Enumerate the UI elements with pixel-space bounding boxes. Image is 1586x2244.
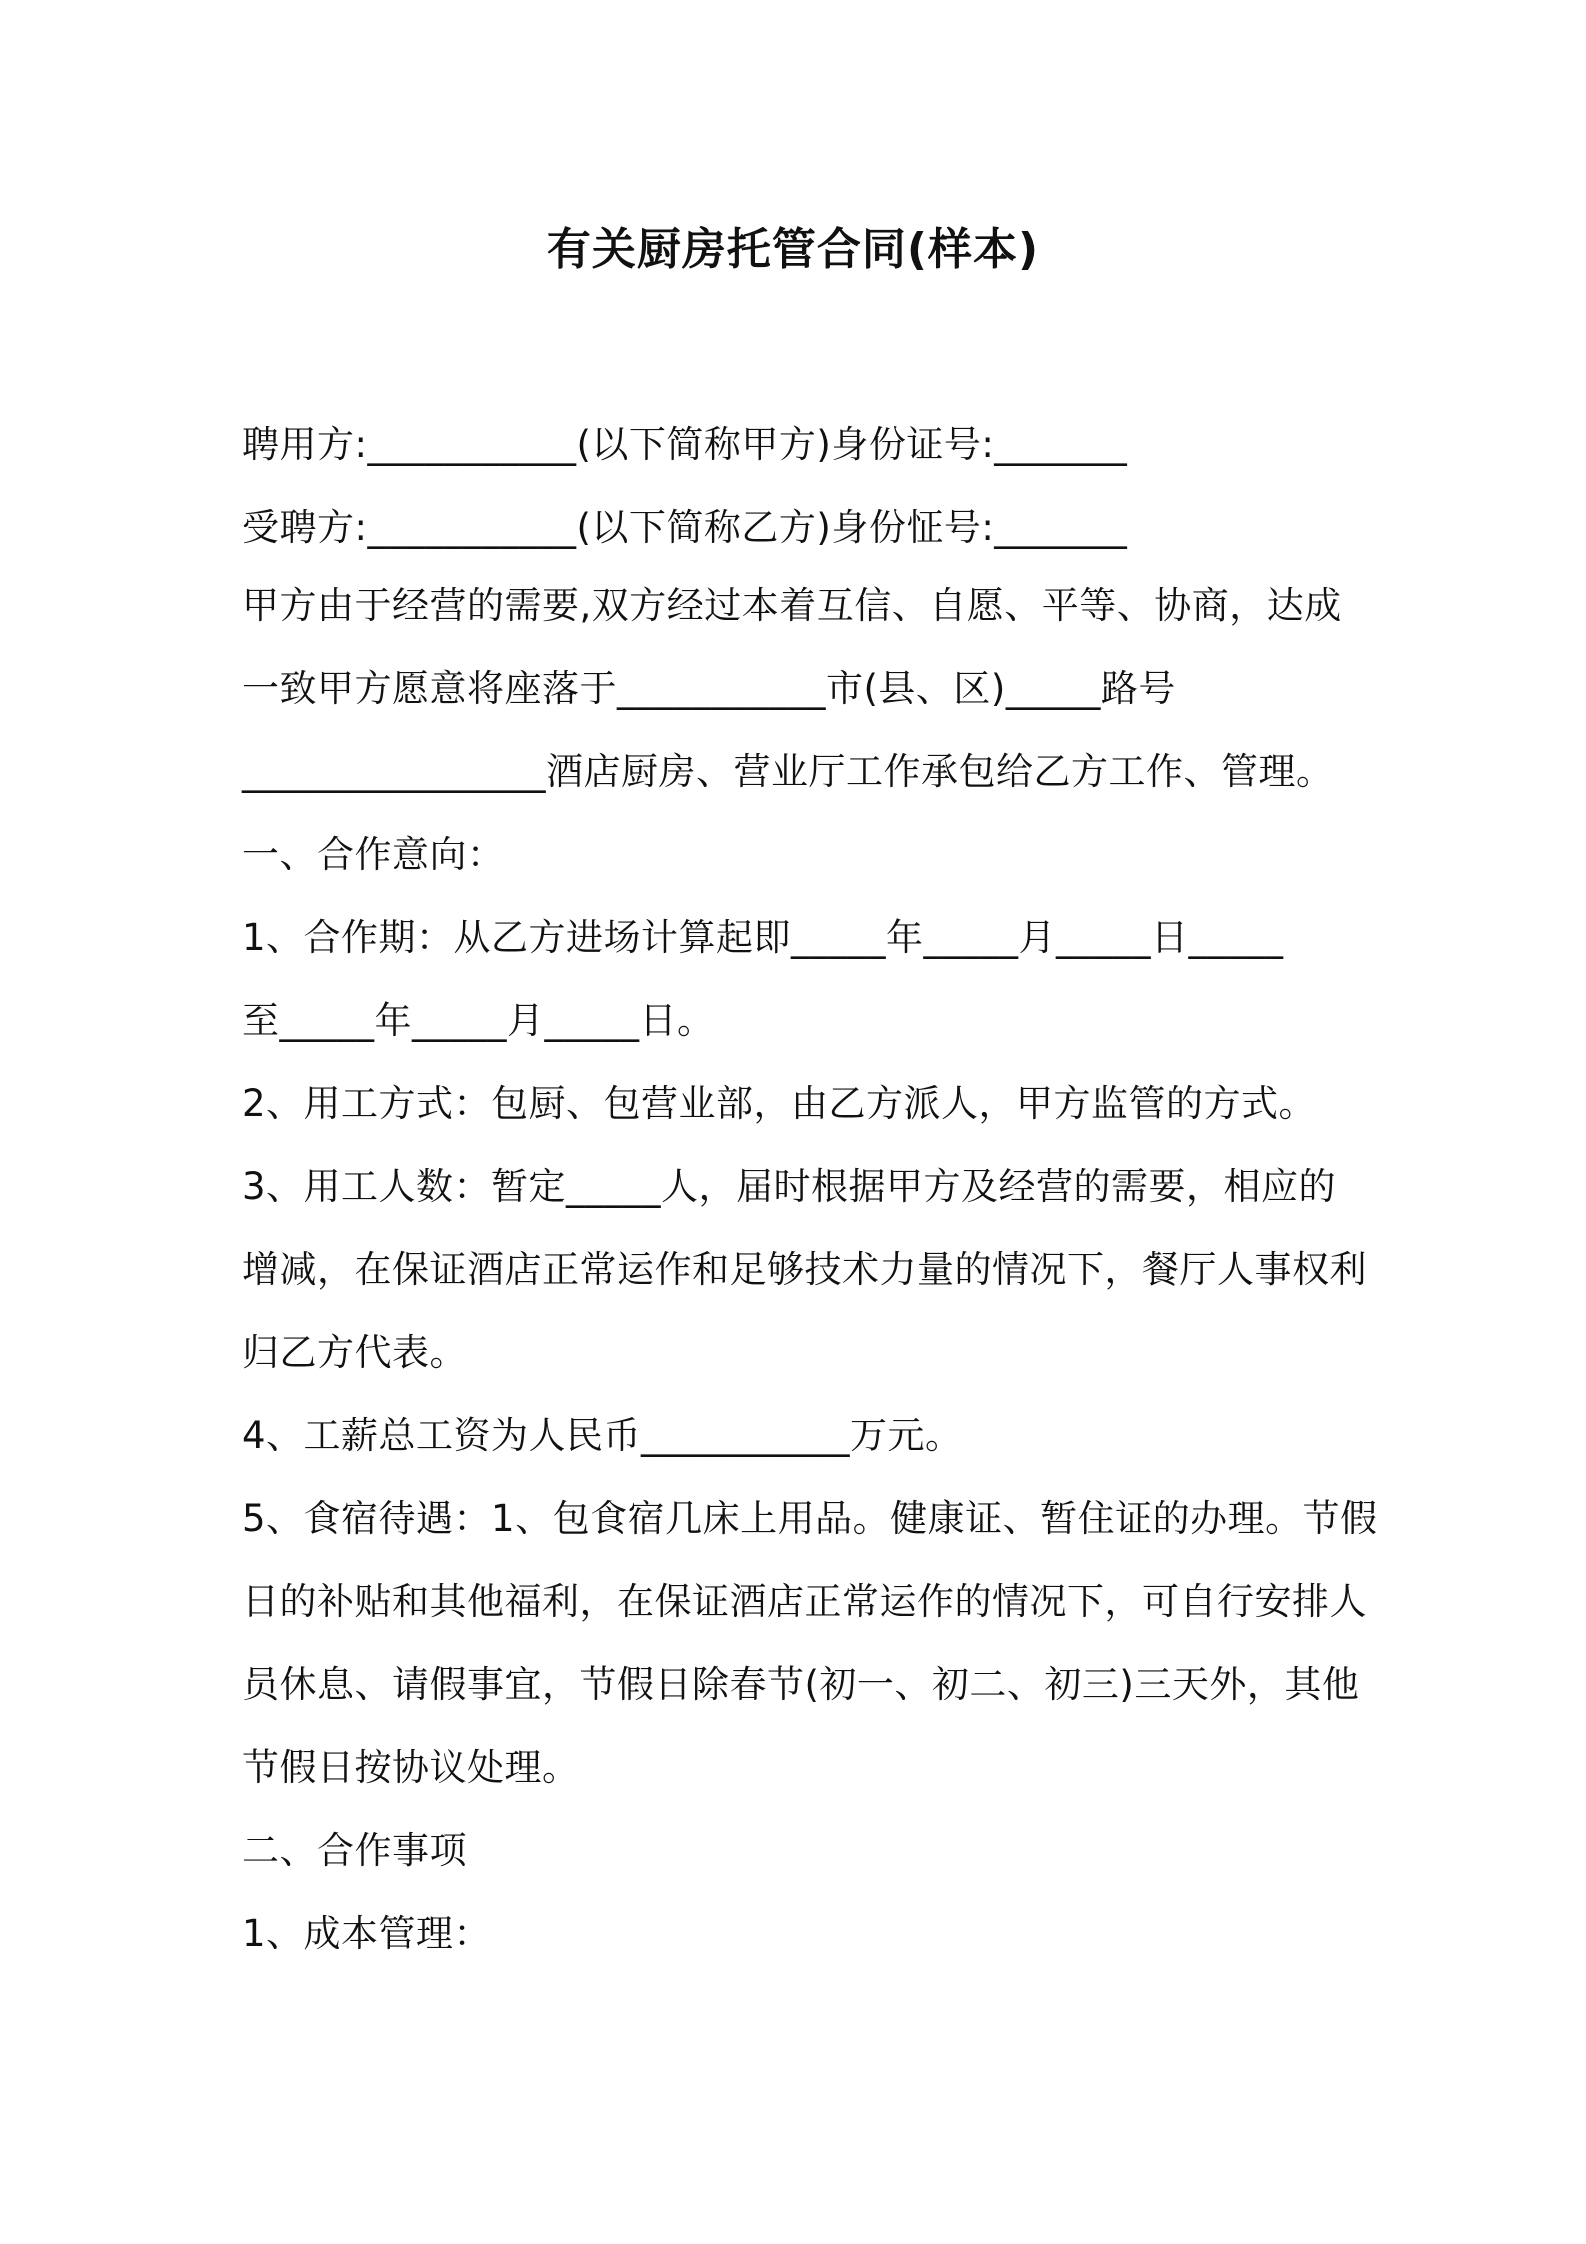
clause-2-line: 2、用工方式：包厨、包营业部，由乙方派人，甲方监管的方式。 — [242, 1082, 1317, 1125]
preamble-line-2: 一致甲方愿意将座落于___________市(县、区)_____路号 — [242, 667, 1176, 710]
clause-5-line-3: 员休息、请假事宜，节假日除春节(初一、初二、初三)三天外，其他 — [242, 1663, 1360, 1706]
clause-5-line-1: 5、食宿待遇：1、包食宿几床上用品。健康证、暂住证的办理。节假 — [242, 1497, 1378, 1540]
party-b-line: 受聘方:___________(以下简称乙方)身份怔号:_______ — [242, 506, 1128, 549]
clause-3-line-1: 3、用工人数：暂定_____人，届时根据甲方及经营的需要，相应的 — [242, 1165, 1337, 1208]
clause-1-line-2: 至_____年_____月_____日。 — [242, 999, 715, 1042]
clause-5-line-4: 节假日按协议处理。 — [242, 1746, 580, 1789]
document-title: 有关厨房托管合同(样本) — [546, 224, 1040, 275]
party-a-line: 聘用方:___________(以下简称甲方)身份证号:_______ — [242, 423, 1128, 466]
clause-4-line: 4、工薪总工资为人民币___________万元。 — [242, 1414, 963, 1457]
clause-1-line-1: 1、合作期：从乙方进场计算起即_____年_____月_____日_____ — [242, 916, 1284, 959]
preamble-line-1: 甲方由于经营的需要,双方经过本着互信、自愿、平等、协商，达成 — [242, 584, 1342, 627]
clause-3-line-3: 归乙方代表。 — [242, 1331, 467, 1374]
preamble-line-3: ________________酒店厨房、营业厅工作承包给乙方工作、管理。 — [242, 750, 1334, 793]
section-heading-cooperation-matters: 二、合作事项 — [242, 1829, 467, 1872]
section-heading-cooperation-intent: 一、合作意向： — [242, 833, 505, 876]
clause-3-line-2: 增减，在保证酒店正常运作和足够技术力量的情况下，餐厅人事权利 — [242, 1248, 1367, 1291]
clause-5-line-2: 日的补贴和其他福利，在保证酒店正常运作的情况下，可自行安排人 — [242, 1580, 1367, 1623]
subsection-cost-management: 1、成本管理： — [242, 1912, 492, 1955]
